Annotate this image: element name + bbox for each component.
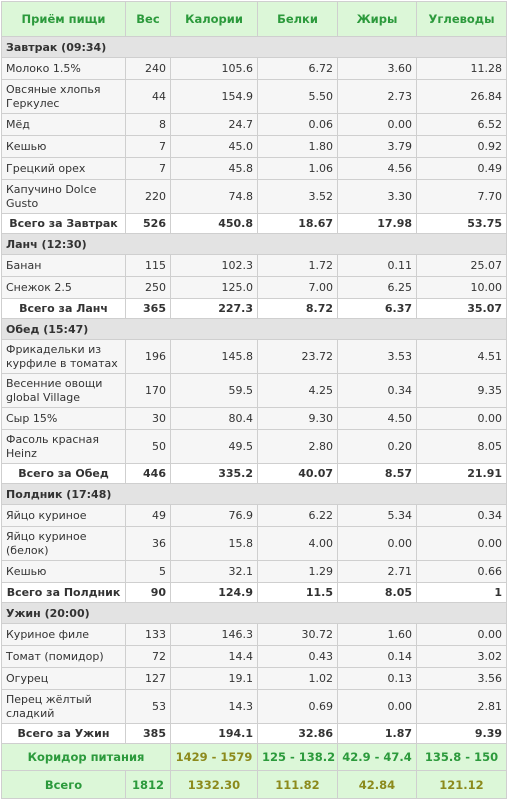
food-row (2, 340, 507, 374)
food-name: Овсяные хлопья Геркулес (2, 80, 126, 114)
corridor-fat: 42.9 - 47.4 (338, 744, 417, 771)
food-carbs: 8.05 (417, 430, 507, 464)
food-protein: 9.30 (258, 408, 338, 430)
food-weight: 7 (126, 158, 171, 180)
food-protein: 6.72 (258, 58, 338, 80)
meal-total-weight: 446 (126, 464, 171, 484)
food-protein: 0.43 (258, 646, 338, 668)
food-carbs: 0.34 (417, 505, 507, 527)
food-row (2, 624, 507, 646)
food-fat: 0.34 (338, 374, 417, 408)
meal-total-protein: 18.67 (258, 214, 338, 234)
food-kcal: 146.3 (171, 624, 258, 646)
food-name: Банан (2, 255, 126, 277)
food-kcal: 154.9 (171, 80, 258, 114)
corridor-protein: 125 - 138.2 (258, 744, 338, 771)
food-carbs: 10.00 (417, 277, 507, 299)
food-name: Куриное филе (2, 624, 126, 646)
food-name: Снежок 2.5 (2, 277, 126, 299)
food-weight: 8 (126, 114, 171, 136)
food-weight: 36 (126, 527, 171, 561)
food-name: Весенние овощи global Village (2, 374, 126, 408)
header-carbs: Углеводы (417, 2, 507, 37)
meal-section-header (2, 37, 507, 58)
food-name: Огурец (2, 668, 126, 690)
header-protein: Белки (258, 2, 338, 37)
food-name: Томат (помидор) (2, 646, 126, 668)
meal-section-header (2, 603, 507, 624)
food-kcal: 45.0 (171, 136, 258, 158)
food-carbs: 0.49 (417, 158, 507, 180)
food-name: Яйцо куриное (белок) (2, 527, 126, 561)
grand-total-fat: 42.84 (338, 771, 417, 799)
meal-title: Ужин (20:00) (2, 603, 507, 624)
food-weight: 7 (126, 136, 171, 158)
food-kcal: 32.1 (171, 561, 258, 583)
food-name: Кешью (2, 561, 126, 583)
food-carbs: 4.51 (417, 340, 507, 374)
food-protein: 5.50 (258, 80, 338, 114)
food-carbs: 9.35 (417, 374, 507, 408)
food-fat: 1.60 (338, 624, 417, 646)
food-fat: 2.71 (338, 561, 417, 583)
food-fat: 2.73 (338, 80, 417, 114)
meal-total-row (2, 214, 507, 234)
food-fat: 3.53 (338, 340, 417, 374)
food-carbs: 6.52 (417, 114, 507, 136)
meal-total-weight: 526 (126, 214, 171, 234)
food-fat: 0.00 (338, 690, 417, 724)
grand-total-weight: 1812 (126, 771, 171, 799)
food-row (2, 408, 507, 430)
food-kcal: 76.9 (171, 505, 258, 527)
meal-total-fat: 8.05 (338, 583, 417, 603)
food-carbs: 11.28 (417, 58, 507, 80)
food-name: Перец жёлтый сладкий (2, 690, 126, 724)
meal-total-label: Всего за Завтрак (2, 214, 126, 234)
header-row (2, 2, 507, 37)
meal-total-fat: 6.37 (338, 299, 417, 319)
grand-total-carbs: 121.12 (417, 771, 507, 799)
food-protein: 1.02 (258, 668, 338, 690)
meal-total-kcal: 194.1 (171, 724, 258, 744)
food-row (2, 527, 507, 561)
food-fat: 3.79 (338, 136, 417, 158)
food-kcal: 24.7 (171, 114, 258, 136)
food-fat: 0.11 (338, 255, 417, 277)
food-carbs: 2.81 (417, 690, 507, 724)
food-name: Сыр 15% (2, 408, 126, 430)
food-row (2, 374, 507, 408)
food-protein: 4.00 (258, 527, 338, 561)
food-weight: 133 (126, 624, 171, 646)
food-row (2, 690, 507, 724)
corridor-label: Коридор питания (2, 744, 171, 771)
food-protein: 2.80 (258, 430, 338, 464)
meal-total-carbs: 53.75 (417, 214, 507, 234)
meal-total-row (2, 299, 507, 319)
food-fat: 4.50 (338, 408, 417, 430)
food-kcal: 19.1 (171, 668, 258, 690)
meal-total-carbs: 1 (417, 583, 507, 603)
food-weight: 240 (126, 58, 171, 80)
food-protein: 1.06 (258, 158, 338, 180)
food-weight: 115 (126, 255, 171, 277)
food-kcal: 102.3 (171, 255, 258, 277)
meal-total-fat: 8.57 (338, 464, 417, 484)
meal-section-header (2, 319, 507, 340)
food-fat: 6.25 (338, 277, 417, 299)
grand-total-kcal: 1332.30 (171, 771, 258, 799)
meal-total-label: Всего за Ланч (2, 299, 126, 319)
nutrition-corridor-row (2, 744, 507, 771)
food-row (2, 80, 507, 114)
food-fat: 0.20 (338, 430, 417, 464)
food-carbs: 0.00 (417, 624, 507, 646)
food-weight: 220 (126, 180, 171, 214)
food-weight: 250 (126, 277, 171, 299)
food-kcal: 14.3 (171, 690, 258, 724)
food-row (2, 646, 507, 668)
grand-total-label: Всего (2, 771, 126, 799)
meal-title: Обед (15:47) (2, 319, 507, 340)
meal-total-label: Всего за Обед (2, 464, 126, 484)
food-carbs: 0.92 (417, 136, 507, 158)
food-kcal: 15.8 (171, 527, 258, 561)
meal-total-row (2, 583, 507, 603)
food-weight: 5 (126, 561, 171, 583)
food-fat: 4.56 (338, 158, 417, 180)
grand-total-protein: 111.82 (258, 771, 338, 799)
meal-total-protein: 32.86 (258, 724, 338, 744)
food-fat: 0.00 (338, 114, 417, 136)
meal-total-row (2, 724, 507, 744)
food-carbs: 0.00 (417, 408, 507, 430)
food-protein: 1.72 (258, 255, 338, 277)
food-name: Кешью (2, 136, 126, 158)
food-carbs: 26.84 (417, 80, 507, 114)
food-weight: 50 (126, 430, 171, 464)
meal-title: Завтрак (09:34) (2, 37, 507, 58)
food-protein: 1.80 (258, 136, 338, 158)
food-weight: 49 (126, 505, 171, 527)
food-weight: 44 (126, 80, 171, 114)
meal-total-protein: 40.07 (258, 464, 338, 484)
food-row (2, 668, 507, 690)
food-fat: 0.13 (338, 668, 417, 690)
food-fat: 3.60 (338, 58, 417, 80)
food-name: Фрикадельки из курфиле в томатах (2, 340, 126, 374)
meal-total-carbs: 9.39 (417, 724, 507, 744)
meal-total-label: Всего за Ужин (2, 724, 126, 744)
food-name: Грецкий орех (2, 158, 126, 180)
food-kcal: 80.4 (171, 408, 258, 430)
meal-section-header (2, 234, 507, 255)
food-name: Молоко 1.5% (2, 58, 126, 80)
corridor-carbs: 135.8 - 150 (417, 744, 507, 771)
food-protein: 0.69 (258, 690, 338, 724)
food-row (2, 158, 507, 180)
grand-total-row (2, 771, 507, 799)
food-row (2, 277, 507, 299)
nutrition-table (1, 1, 507, 799)
meal-total-weight: 90 (126, 583, 171, 603)
food-fat: 0.14 (338, 646, 417, 668)
meal-total-kcal: 450.8 (171, 214, 258, 234)
meal-total-row (2, 464, 507, 484)
meal-title: Полдник (17:48) (2, 484, 507, 505)
food-carbs: 0.00 (417, 527, 507, 561)
corridor-kcal: 1429 - 1579 (171, 744, 258, 771)
food-weight: 72 (126, 646, 171, 668)
header-meal: Приём пищи (2, 2, 126, 37)
food-name: Капучино Dolce Gusto (2, 180, 126, 214)
header-calories: Калории (171, 2, 258, 37)
meal-total-carbs: 35.07 (417, 299, 507, 319)
food-row (2, 255, 507, 277)
food-row (2, 505, 507, 527)
food-kcal: 105.6 (171, 58, 258, 80)
food-weight: 170 (126, 374, 171, 408)
food-fat: 5.34 (338, 505, 417, 527)
meal-total-weight: 365 (126, 299, 171, 319)
food-carbs: 25.07 (417, 255, 507, 277)
food-fat: 0.00 (338, 527, 417, 561)
food-kcal: 49.5 (171, 430, 258, 464)
food-fat: 3.30 (338, 180, 417, 214)
food-row (2, 180, 507, 214)
food-protein: 6.22 (258, 505, 338, 527)
food-protein: 23.72 (258, 340, 338, 374)
food-kcal: 74.8 (171, 180, 258, 214)
meal-total-carbs: 21.91 (417, 464, 507, 484)
meal-total-fat: 17.98 (338, 214, 417, 234)
food-protein: 0.06 (258, 114, 338, 136)
food-carbs: 0.66 (417, 561, 507, 583)
food-carbs: 3.02 (417, 646, 507, 668)
food-name: Фасоль красная Heinz (2, 430, 126, 464)
food-kcal: 59.5 (171, 374, 258, 408)
meal-total-protein: 8.72 (258, 299, 338, 319)
food-kcal: 14.4 (171, 646, 258, 668)
food-weight: 127 (126, 668, 171, 690)
food-kcal: 45.8 (171, 158, 258, 180)
food-row (2, 136, 507, 158)
meal-title: Ланч (12:30) (2, 234, 507, 255)
meal-section-header (2, 484, 507, 505)
food-weight: 196 (126, 340, 171, 374)
food-protein: 30.72 (258, 624, 338, 646)
food-carbs: 7.70 (417, 180, 507, 214)
meal-total-kcal: 124.9 (171, 583, 258, 603)
food-protein: 4.25 (258, 374, 338, 408)
meal-total-kcal: 227.3 (171, 299, 258, 319)
meal-total-kcal: 335.2 (171, 464, 258, 484)
food-protein: 3.52 (258, 180, 338, 214)
header-weight: Вес (126, 2, 171, 37)
meal-total-protein: 11.5 (258, 583, 338, 603)
food-kcal: 125.0 (171, 277, 258, 299)
header-fat: Жиры (338, 2, 417, 37)
food-row (2, 114, 507, 136)
food-row (2, 430, 507, 464)
food-weight: 53 (126, 690, 171, 724)
food-row (2, 58, 507, 80)
food-row (2, 561, 507, 583)
food-name: Яйцо куриное (2, 505, 126, 527)
food-weight: 30 (126, 408, 171, 430)
food-kcal: 145.8 (171, 340, 258, 374)
meal-total-fat: 1.87 (338, 724, 417, 744)
food-carbs: 3.56 (417, 668, 507, 690)
food-protein: 1.29 (258, 561, 338, 583)
food-protein: 7.00 (258, 277, 338, 299)
meal-total-weight: 385 (126, 724, 171, 744)
food-name: Мёд (2, 114, 126, 136)
meal-total-label: Всего за Полдник (2, 583, 126, 603)
